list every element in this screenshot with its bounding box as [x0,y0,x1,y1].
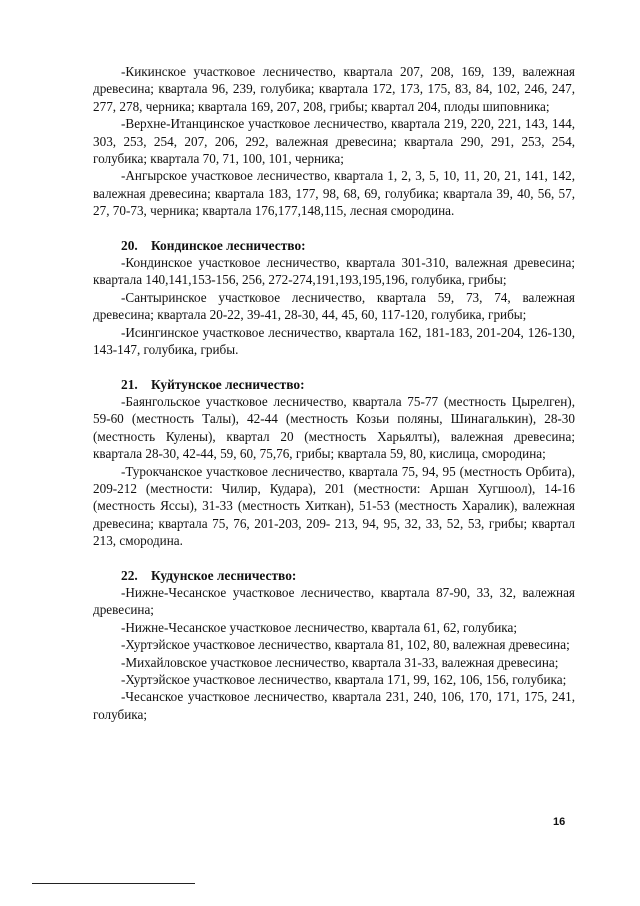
section-22 [93,567,575,724]
section-number: 20. [121,237,138,253]
section-20 [93,237,575,359]
section-number: 22. [121,567,138,583]
paragraph-santyrinskoe: -Сантыринское участковое лесничество, квартала 59, 73, 74, валежная древесина; квартала 20-22, 39-41, 28-30, 44, 45, 60, 117-120, голубика, грибы; [93,289,575,323]
paragraph-nizhne-chesanskoe-1: -Нижне-Чесанское участковое лесничество, квартала 87-90, 33, 32, валежная древесина; [93,584,575,618]
footnote-divider [32,883,195,884]
paragraph-turokchanskoe: -Турокчанское участковое лесничество, квартала 75, 94, 95 (местность Орбита), 209-212 (местности: Чилир, Кудара), 201 (местности: Аршан Хугшоол), 14-16 (местность Яссы), 31-33 (местность Хиткан), 51-53 (местность Харалик), валежная древесина; квартала 75, 76, 201-203, 209- 213, 94, 95, 32, 33, 52, 53, грибы; квартал 213, смородина. [93,463,575,549]
section-21 [93,376,575,550]
paragraph-mikhaylovskoe: -Михайловское участковое лесничество, квартала 31-33, валежная древесина; [121,654,559,670]
intro-block [93,63,575,220]
paragraph-angyrskoe: -Ангырское участковое лесничество, квартала 1, 2, 3, 5, 10, 11, 20, 21, 141, 142, валежная древесина; квартала 183, 177, 98, 68, 69, голубика; квартала 39, 40, 56, 57, 27, 70-73, черника; квартала 176,177,148,115, лесная смородина. [93,168,575,219]
section-title: Кондинское лесничество: [151,237,306,253]
paragraph-khurteyskoe-2: -Хуртэйское участковое лесничество, квартала 171, 99, 162, 106, 156, голубика; [121,672,567,687]
page-number: 16 [553,816,566,828]
paragraph-bayangolskoe: -Баянгольское участковое лесничество, квартала 75-77 (местность Цырелген), 59-60 (местность Талы), 42-44 (местность Козьи поляны, Шинагалькин), 28-30 (местность Кулены), квартал 20 (местность Харьялты), валежная древесина; квартала 28-30, 42-44, 59, 60, 75,76, грибы; квартала 59, 80, кислица, смородина; [93,393,575,462]
paragraph-kondinskoe: -Кондинское участковое лесничество, квартала 301-310, валежная древесина; квартала 140,141,153-156, 256, 272-274,191,193,195,196, голубика, грибы; [93,255,575,288]
section-heading [93,567,575,584]
paragraph-nizhne-chesanskoe-2: -Нижне-Чесанское участковое лесничество, квартала 61, 62, голубика; [121,619,518,635]
section-number: 21. [121,376,138,392]
section-heading [93,376,575,393]
section-heading [93,237,575,254]
paragraph-verkhne-itantsinskoe: -Верхне-Итанцинское участковое лесничество, квартала 219, 220, 221, 143, 144, 303, 253, 254, 207, 206, 292, валежная древесина; квартала 290, 291, 253, 254, голубика; квартала 70, 71, 100, 101, черника; [93,116,575,167]
paragraph-chesanskoe: -Чесанское участковое лесничество, квартала 231, 240, 106, 170, 171, 175, 241, голубика; [93,689,575,722]
section-title: Куйтунское лесничество: [151,376,305,392]
paragraph-kikinskoe: -Кикинское участковое лесничество, квартала 207, 208, 169, 139, валежная древесина; квартала 96, 239, голубика; квартала 172, 173, 175, 83, 84, 102, 246, 247, 277, 278, черника; квартала 169, 207, 208, грибы; квартал 204, плоды шиповника; [93,64,575,114]
document-body [93,63,575,723]
section-title: Кудунское лесничество: [151,567,297,583]
paragraph-isinginskoe: -Исингинское участковое лесничество, квартала 162, 181-183, 201-204, 126-130, 143-147, голубика, грибы. [93,324,575,358]
paragraph-khurteyskoe-1: -Хуртэйское участковое лесничество, квартала 81, 102, 80, валежная древесина; [121,637,570,653]
